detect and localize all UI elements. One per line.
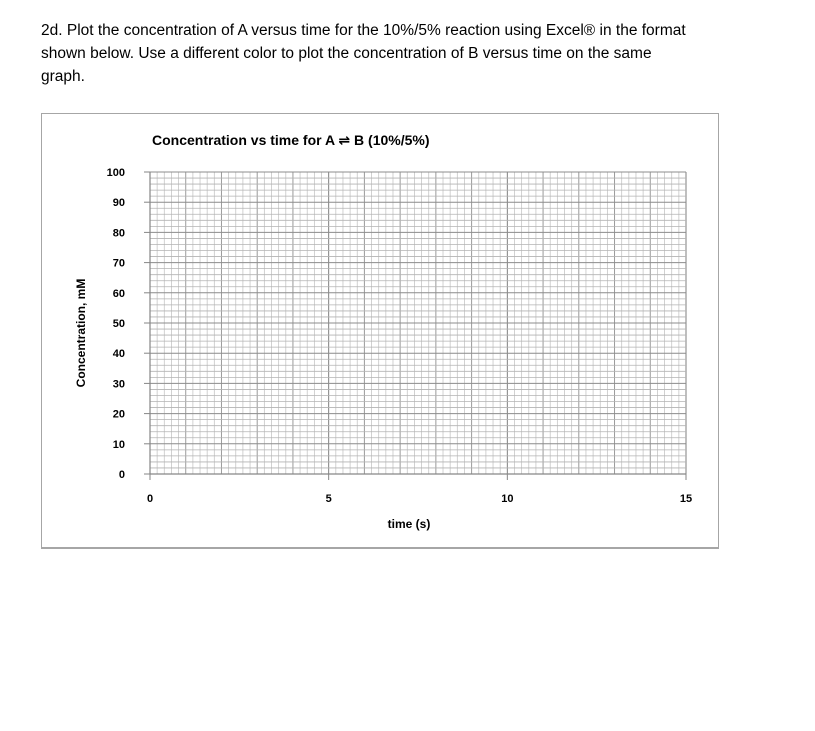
y-tick-label: 30 — [112, 378, 125, 391]
chart-title: Concentration vs time for A ⇌ B (10%/5%) — [152, 132, 430, 148]
grid-layer — [150, 172, 686, 474]
y-tick-label: 50 — [112, 318, 125, 330]
y-tick-label: 20 — [112, 408, 125, 421]
question-line-1: 2d. Plot the concentration of A versus time for the 10%/5% reaction using Excel® in the format — [41, 22, 686, 39]
y-tick-label: 40 — [112, 348, 125, 361]
x-tick-label: 15 — [679, 493, 693, 505]
y-tick-label: 80 — [112, 227, 125, 240]
y-tick-label: 60 — [112, 287, 125, 300]
axis-layer — [144, 172, 686, 480]
y-tick-label: 0 — [118, 469, 125, 481]
x-axis-label: time (s) — [387, 517, 431, 531]
x-tick-label: 0 — [146, 493, 154, 505]
x-tick-label: 10 — [501, 493, 514, 505]
question-line-3: graph. — [41, 68, 85, 85]
label-layer — [107, 167, 692, 505]
y-axis-label: Concentration, mM — [74, 278, 88, 388]
question-line-2: shown below. Use a different color to plot the concentration of B versus time on the same — [41, 45, 652, 62]
y-tick-label: 100 — [106, 167, 125, 179]
y-tick-label: 70 — [112, 257, 125, 270]
chart-frame — [41, 113, 719, 549]
y-tick-label: 90 — [112, 197, 125, 210]
question-text — [41, 19, 761, 88]
y-tick-label: 10 — [112, 438, 125, 451]
x-tick-label: 5 — [325, 493, 332, 505]
chart — [42, 114, 720, 550]
